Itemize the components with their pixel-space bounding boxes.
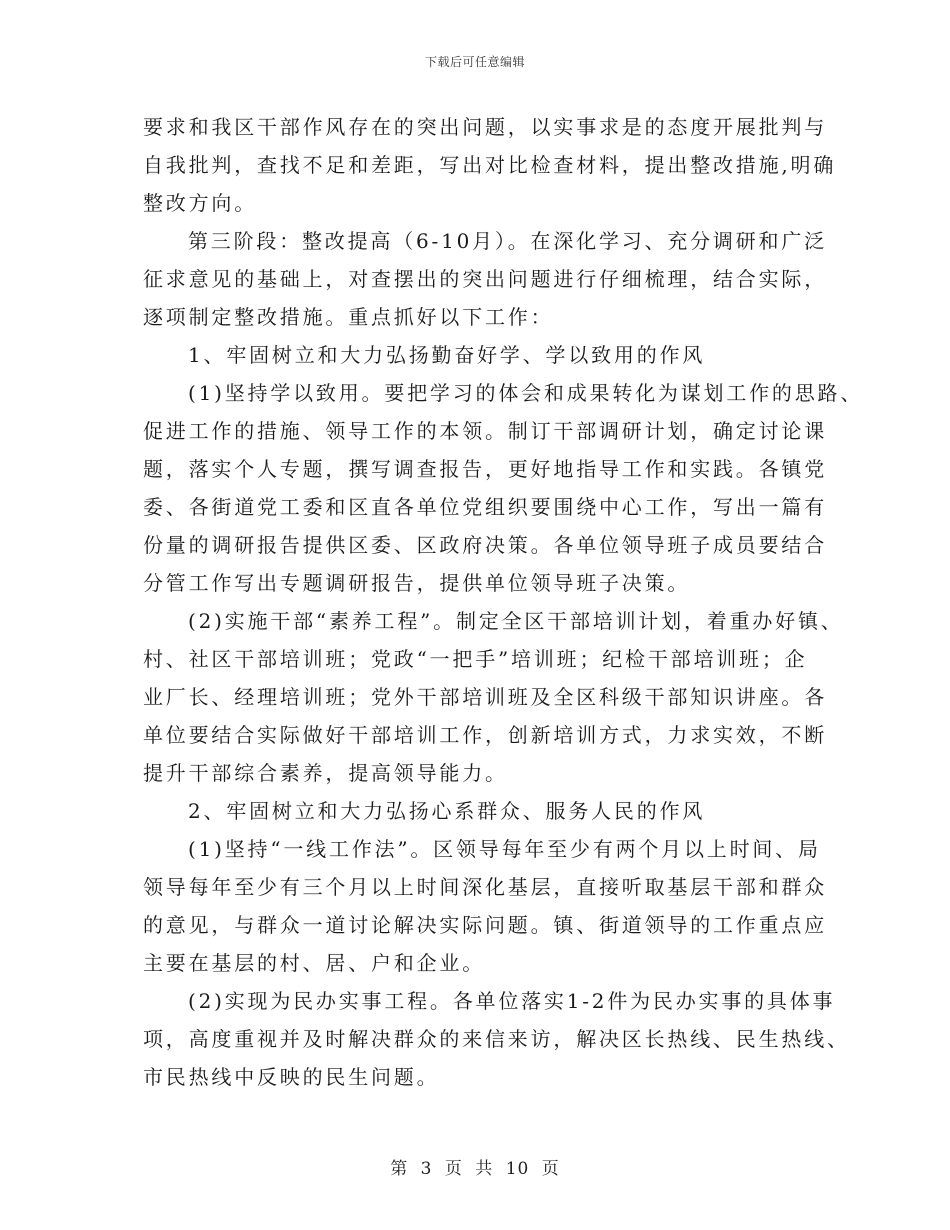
paragraph-line: 要求和我区干部作风存在的突出问题，以实事求是的态度开展批判与 [143, 115, 827, 139]
section-heading: 1、牢固树立和大力弘扬勤奋好学、学以致用的作风 [188, 343, 706, 367]
paragraph-line: 自我批判，查找不足和差距，写出对比检查材料，提出整改措施,明确 [143, 153, 837, 177]
paragraph-line: 分管工作写出专题调研报告，提供单位领导班子决策。 [143, 571, 691, 595]
paragraph-line: 整改方向。 [143, 191, 257, 215]
paragraph-line: 村、社区干部培训班；党政“一把手”培训班；纪检干部培训班；企 [143, 647, 808, 671]
paragraph-line: 逐项制定整改措施。重点抓好以下工作： [143, 305, 554, 329]
paragraph-line: 促进工作的措施、领导工作的本领。制订干部调研计划，确定讨论课 [143, 419, 827, 443]
paragraph-line: 业厂长、经理培训班；党外干部培训班及全区科级干部知识讲座。各 [143, 685, 827, 709]
paragraph-line: (1)坚持“一线工作法”。区领导每年至少有两个月以上时间、局 [188, 837, 821, 861]
paragraph-line: (2)实现为民办实事工程。各单位落实1-2件为民办实事的具体事 [188, 989, 836, 1013]
paragraph-line: 征求意见的基础上，对查摆出的突出问题进行仔细梳理，结合实际， [143, 267, 827, 291]
page-number-footer: 第 3 页 共 10 页 [390, 1159, 560, 1179]
paragraph-line: (1)坚持学以致用。要把学习的体会和成果转化为谋划工作的思路、 [188, 381, 864, 405]
paragraph-line: 市民热线中反映的民生问题。 [143, 1065, 440, 1089]
paragraph-line: 提升干部综合素养，提高领导能力。 [143, 761, 508, 785]
paragraph-line: 第三阶段：整改提高（6-10月）。在深化学习、充分调研和广泛 [188, 229, 827, 253]
paragraph-line: 项，高度重视并及时解决群众的来信来访，解决区长热线、民生热线、 [143, 1027, 850, 1051]
section-heading: 2、牢固树立和大力弘扬心系群众、服务人民的作风 [188, 799, 706, 823]
paragraph-line: 委、各街道党工委和区直各单位党组织要围绕中心工作，写出一篇有 [143, 495, 827, 519]
paragraph-line: 单位要结合实际做好干部培训工作，创新培训方式，力求实效，不断 [143, 723, 827, 747]
paragraph-line: 领导每年至少有三个月以上时间深化基层，直接听取基层干部和群众 [143, 875, 827, 899]
header-note: 下载后可任意编辑 [424, 55, 525, 69]
paragraph-line: 份量的调研报告提供区委、区政府决策。各单位领导班子成员要结合 [143, 533, 827, 557]
paragraph-line: 的意见，与群众一道讨论解决实际问题。镇、街道领导的工作重点应 [143, 913, 827, 937]
paragraph-line: 主要在基层的村、居、户和企业。 [143, 951, 485, 975]
paragraph-line: 题，落实个人专题，撰写调查报告，更好地指导工作和实践。各镇党 [143, 457, 827, 481]
paragraph-line: (2)实施干部“素养工程”。制定全区干部培训计划，着重办好镇、 [188, 609, 844, 633]
